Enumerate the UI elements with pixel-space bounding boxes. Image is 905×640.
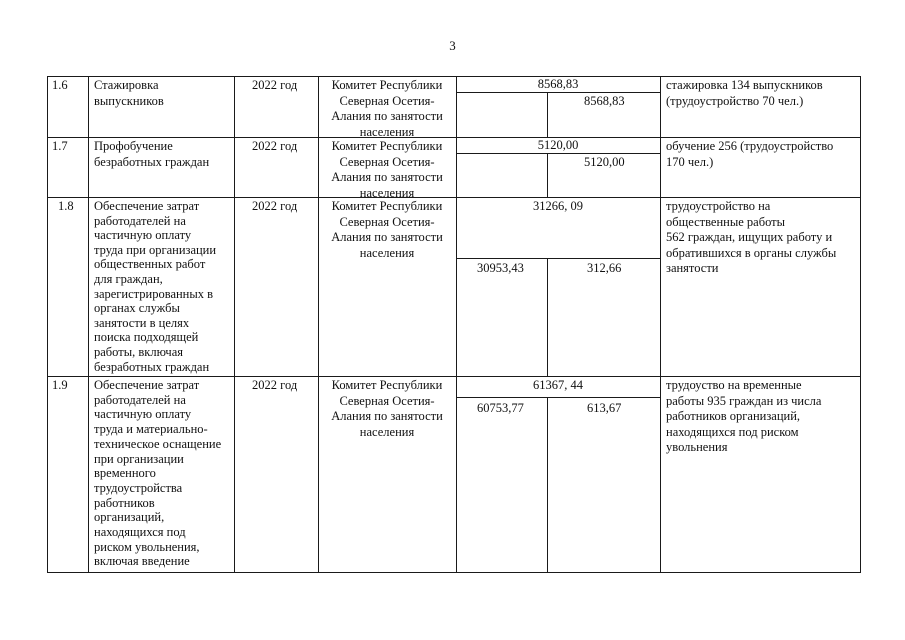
- text-line: работы, включая: [94, 344, 184, 359]
- text-line: увольнения: [666, 440, 728, 454]
- finance-divider: [547, 258, 548, 376]
- text-line: труда и материально-: [94, 422, 208, 437]
- responsible-org: [318, 78, 456, 140]
- text-line: временного: [94, 466, 156, 481]
- right-amount: 613,67: [587, 401, 622, 415]
- row-number: 1.6: [52, 78, 68, 92]
- measure-name: [94, 78, 164, 109]
- text-line: Алания по занятости: [331, 170, 443, 184]
- measure-name: [94, 378, 221, 569]
- finance-split-line: [456, 153, 660, 154]
- text-line: при организации: [94, 451, 184, 466]
- year: 2022 год: [252, 78, 298, 92]
- row-border: [47, 376, 860, 377]
- expected-result: [666, 378, 821, 456]
- text-line: выпускников: [94, 93, 164, 108]
- text-line: Алания по занятости: [331, 230, 443, 244]
- left-amount: 60753,77: [477, 401, 524, 415]
- text-line: находящихся под риском: [666, 424, 799, 439]
- column-border: [660, 76, 661, 573]
- text-line: труда при организации: [94, 242, 217, 257]
- left-amount: 30953,43: [477, 261, 524, 275]
- text-line: органах службы: [94, 301, 180, 316]
- text-line: Комитет Республики: [331, 378, 443, 392]
- column-border: [88, 76, 89, 573]
- total-amount: 8568,83: [537, 77, 579, 91]
- text-line: Обеспечение затрат: [94, 199, 200, 213]
- total-amount: 61367, 44: [533, 378, 583, 392]
- finance-split-line: [456, 258, 660, 259]
- column-border: [234, 76, 235, 573]
- text-line: техническое оснащение: [94, 436, 222, 451]
- text-line: населения: [359, 245, 415, 260]
- text-line: Комитет Республики: [331, 139, 443, 153]
- finance-divider: [547, 397, 548, 572]
- text-line: частичную оплату: [94, 407, 192, 422]
- text-line: Алания по занятости: [331, 409, 443, 423]
- expected-result: [666, 139, 833, 170]
- column-border: [47, 76, 48, 573]
- right-amount: 8568,83: [584, 94, 625, 108]
- text-line: находящихся под: [94, 525, 186, 540]
- text-line: работников: [94, 495, 155, 510]
- measure-name: [94, 139, 209, 170]
- expected-result: [666, 199, 836, 277]
- text-line: стажировка 134 выпускников: [666, 78, 823, 92]
- responsible-org: [318, 199, 456, 261]
- text-line: населения: [359, 185, 415, 200]
- row-number: 1.9: [52, 378, 68, 392]
- year: 2022 год: [252, 199, 298, 213]
- expected-result: [666, 78, 823, 109]
- page-number: 3: [449, 38, 456, 53]
- text-line: организаций,: [94, 510, 165, 525]
- text-line: населения: [359, 124, 415, 139]
- text-line: работников организаций,: [666, 409, 801, 423]
- text-line: частичную оплату: [94, 228, 192, 243]
- text-line: Комитет Республики: [331, 78, 443, 92]
- text-line: трудоуство на временные: [666, 378, 802, 392]
- text-line: обучение 256 (трудоустройство: [666, 139, 834, 153]
- text-line: безработных граждан: [94, 154, 210, 169]
- text-line: 170 чел.): [666, 154, 714, 169]
- text-line: обратившихся в органы службы: [666, 245, 837, 260]
- right-amount: 5120,00: [584, 155, 625, 169]
- text-line: работодателей на: [94, 213, 186, 228]
- text-line: трудоустройство на: [666, 199, 771, 213]
- text-line: Северная Осетия-: [339, 393, 435, 408]
- total-amount: 31266, 09: [533, 199, 583, 213]
- finance-divider: [547, 92, 548, 137]
- text-line: Профобучение: [94, 139, 173, 153]
- column-border: [860, 76, 861, 573]
- text-line: для граждан,: [94, 271, 163, 286]
- table-bottom-border: [47, 572, 860, 573]
- text-line: 562 граждан, ищущих работу и: [666, 230, 833, 244]
- year: 2022 год: [252, 378, 298, 392]
- text-line: Стажировка: [94, 78, 159, 92]
- measure-name: [94, 199, 216, 374]
- text-line: работодателей на: [94, 392, 186, 407]
- text-line: общественные работы: [666, 214, 786, 229]
- text-line: зарегистрированных в: [94, 286, 214, 301]
- text-line: работы 935 граждан из числа: [666, 393, 822, 408]
- table-top-border: [47, 76, 860, 77]
- text-line: занятости в целях: [94, 315, 190, 330]
- text-line: Северная Осетия-: [339, 93, 435, 108]
- text-line: поиска подходящей: [94, 330, 199, 345]
- text-line: безработных граждан: [94, 359, 210, 374]
- text-line: трудоустройства: [94, 480, 183, 495]
- text-line: населения: [359, 424, 415, 439]
- row-number: 1.8: [58, 199, 74, 213]
- responsible-org: [318, 139, 456, 201]
- text-line: Северная Осетия-: [339, 214, 435, 229]
- year: 2022 год: [252, 139, 298, 153]
- row-number: 1.7: [52, 139, 68, 153]
- right-amount: 312,66: [587, 261, 622, 275]
- text-line: Алания по занятости: [331, 109, 443, 123]
- text-line: общественных работ: [94, 257, 206, 272]
- text-line: включая введение: [94, 554, 190, 569]
- text-line: (трудоустройство 70 чел.): [666, 93, 804, 108]
- responsible-org: [318, 378, 456, 440]
- text-line: Комитет Республики: [331, 199, 443, 213]
- text-line: Северная Осетия-: [339, 154, 435, 169]
- finance-split-line: [456, 397, 660, 398]
- finance-split-line: [456, 92, 660, 93]
- text-line: занятости: [666, 261, 719, 275]
- text-line: Обеспечение затрат: [94, 378, 200, 392]
- text-line: риском увольнения,: [94, 539, 200, 554]
- total-amount: 5120,00: [537, 138, 579, 152]
- finance-divider: [547, 153, 548, 197]
